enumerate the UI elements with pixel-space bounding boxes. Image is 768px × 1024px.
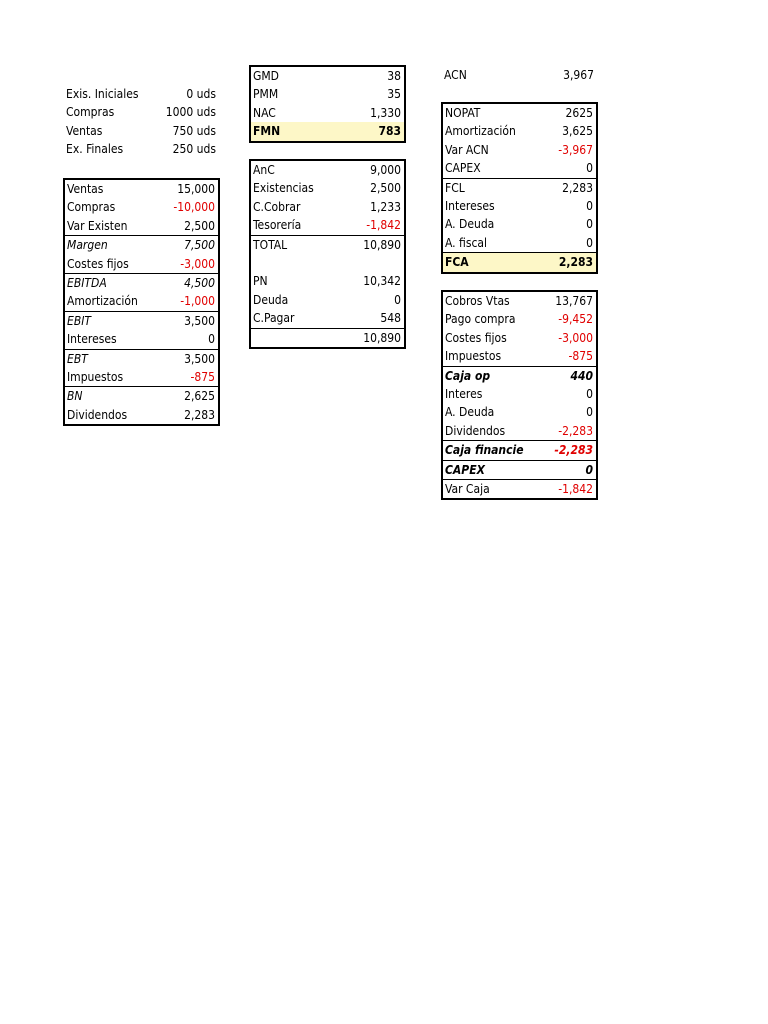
balance-total-row [251,235,404,254]
row-value: -1,842 [558,481,593,496]
row-label: Dividendos [67,407,128,422]
cash-flow-table [441,102,598,274]
row-value: 13,767 [555,294,593,308]
row-value: 35 [387,87,401,102]
row-value: 10,342 [363,274,401,289]
row-value: 1,233 [370,199,401,214]
row-label: A. fiscal [445,235,488,250]
row-label: Var ACN [445,142,489,157]
income-row [65,349,218,368]
row-label: Tesorería [253,218,302,233]
row-label: Caja financie [445,443,524,458]
working-capital-row [251,85,404,103]
inventory-row [64,103,219,121]
cash-flow-row [443,215,596,233]
row-value: 3,500 [184,351,215,366]
row-value: -2,283 [554,443,593,458]
working-capital-row [251,104,404,122]
row-label: Compras [66,105,115,120]
row-value: 7,500 [184,238,215,253]
row-value: 2,283 [558,255,593,270]
row-value: -3,000 [558,330,593,345]
row-label: Caja op [445,368,491,383]
income-row [65,292,218,310]
row-value: 38 [387,69,401,83]
row-label: C.Pagar [253,311,295,326]
row-value: 0 [394,292,401,307]
row-value: -1,000 [180,294,215,309]
row-label: Interes [445,386,483,401]
row-value: 2,500 [184,218,215,233]
row-value: 750 uds [172,123,216,138]
cash-flow-row [443,234,596,252]
inventory-block [64,85,219,159]
row-value: 2,283 [184,407,215,422]
row-value: -9,452 [558,312,593,327]
row-label: Intereses [67,332,117,347]
row-label: Dividendos [445,423,506,438]
row-value: 2625 [565,106,593,120]
row-value: 10,890 [363,237,401,252]
row-label: GMD [253,69,279,83]
row-label: FCL [445,180,465,195]
cash-flow-row [443,197,596,215]
row-value: 2,500 [370,181,401,196]
row-label: EBIT [67,313,91,328]
cash-budget-row [443,385,596,403]
row-label: A. Deuda [445,217,495,232]
row-value: 0 [586,405,593,420]
row-label: Ex. Finales [66,142,124,157]
cash-flow-row [443,159,596,177]
fmn-highlight-row [251,122,404,140]
row-value: 0 uds [186,87,216,101]
income-row [65,235,218,254]
row-label: Var Existen [67,218,128,233]
balance-row [251,309,404,327]
row-value: -3,000 [180,256,215,271]
row-label: A. Deuda [445,405,495,420]
row-value: 2,625 [184,389,215,404]
row-label: Compras [67,200,116,215]
row-value: 3,625 [562,124,593,139]
cash-flow-row [443,141,596,159]
row-label: Exis. Iniciales [66,87,139,101]
row-value: 440 [570,368,593,383]
fca-highlight-row [443,252,596,271]
cash-budget-row [443,310,596,328]
balance-row [251,216,404,234]
row-label: C.Cobrar [253,199,301,214]
cash-budget-row [443,347,596,365]
row-value: 250 uds [172,142,216,157]
inventory-row [64,85,219,103]
row-value: 3,500 [184,313,215,328]
balance-row [251,161,404,179]
income-row [65,273,218,292]
balance-total-row [251,328,404,347]
cash-flow-row [443,178,596,197]
row-label: Existencias [253,181,314,196]
row-value: 0 [586,217,593,232]
row-label: Pago compra [445,312,516,327]
income-row [65,311,218,330]
row-label: Ventas [66,123,103,138]
row-label: EBITDA [67,275,107,290]
row-label: Intereses [445,198,495,213]
cash-budget-row [443,403,596,421]
row-label: FMN [253,124,281,139]
row-value: 0 [586,161,593,176]
income-row [65,255,218,273]
row-value: 0 [208,332,215,347]
row-label: Ventas [67,182,104,196]
income-row [65,217,218,235]
row-label: NAC [253,105,276,120]
row-value: 548 [380,311,401,326]
acn-row [442,66,597,84]
row-value: 3,967 [563,68,594,82]
row-value: 4,500 [184,275,215,290]
balance-row [251,179,404,197]
cash-budget-table [441,290,598,500]
row-label: Costes fijos [67,256,129,271]
row-label: Impuestos [445,349,502,364]
cash-budget-subtotal-row [443,440,596,459]
income-row [65,198,218,216]
row-label: PMM [253,87,279,102]
row-value: -2,283 [558,423,593,438]
row-value: 0 [585,462,593,477]
row-value: 783 [378,124,401,139]
cash-flow-row [443,122,596,140]
cash-budget-row [443,292,596,310]
row-value: 0 [586,198,593,213]
row-value: -875 [190,369,215,384]
row-label: TOTAL [253,237,288,252]
row-value: 0 [586,386,593,401]
income-row [65,180,218,198]
row-value: 9,000 [370,163,401,177]
row-label: CAPEX [445,462,485,477]
row-label: AnC [253,163,275,177]
cash-budget-subtotal-row [443,366,596,385]
row-label: Amortización [445,124,516,139]
income-statement-table [63,178,220,426]
row-label: Amortización [67,294,138,309]
row-label: Deuda [253,292,289,307]
cash-budget-row [443,422,596,440]
row-label: BN [67,389,83,404]
row-label: CAPEX [445,161,481,176]
balance-row [251,272,404,290]
row-label: Margen [67,238,108,253]
row-value: 1000 uds [165,105,216,120]
row-value: 10,890 [363,330,401,345]
cash-flow-row [443,104,596,122]
row-value: -875 [568,349,593,364]
income-row [65,406,218,424]
row-label: ACN [444,68,467,82]
row-value: -10,000 [173,200,215,215]
balance-row [251,254,404,272]
row-value: 15,000 [177,182,215,196]
cash-budget-subtotal-row [443,460,596,479]
inventory-row [64,140,219,158]
row-value: 2,283 [562,180,593,195]
row-label: Var Caja [445,481,490,496]
row-value: -3,967 [558,142,593,157]
income-row [65,368,218,386]
cash-budget-row [443,479,596,498]
income-row [65,330,218,348]
balance-row [251,291,404,309]
row-value: 1,330 [370,105,401,120]
working-capital-row [251,67,404,85]
inventory-row [64,122,219,140]
balance-sheet-table [249,159,406,349]
row-label: EBT [67,351,88,366]
working-capital-table [249,65,406,143]
row-label: PN [253,274,268,289]
balance-row [251,198,404,216]
row-label: Impuestos [67,369,124,384]
income-row [65,386,218,405]
row-value: 0 [586,235,593,250]
acn-block [442,66,597,84]
row-label: FCA [445,255,469,270]
cash-budget-row [443,329,596,347]
row-label: Costes fijos [445,330,507,345]
row-value: -1,842 [366,218,401,233]
row-label: NOPAT [445,106,481,120]
row-label: Cobros Vtas [445,294,510,308]
